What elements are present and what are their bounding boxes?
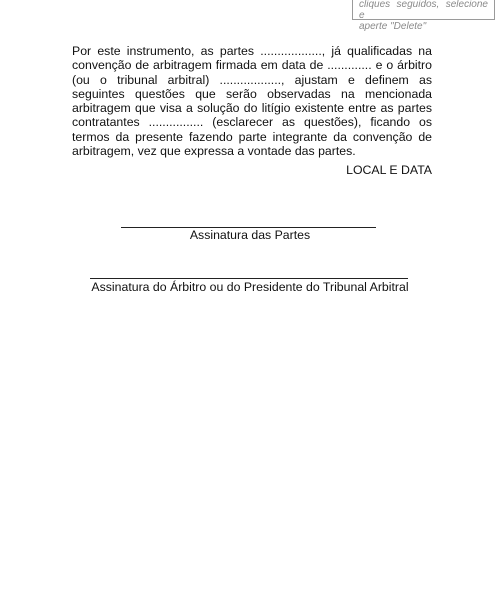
agreement-paragraph: Por este instrumento, as partes .................., já qualificadas na convenção de arbitragem firmada em data de ............. e o árbitro (ou o tribunal arbitral) .................., ajustam e definem as seguintes questões que serão observadas na mencionada arbitragem que visa a solução do litígio existente entre as partes contratantes ................ (esclarecer as questões), ficando os termos da presente fazendo parte integrante da convenção de arbitragem, vez que expressa a vontade das partes. (72, 44, 432, 159)
arbiter-signature-line (90, 278, 408, 279)
tooltip-line-1: cliques seguidos, selecione e (359, 0, 488, 21)
parties-signature-label: Assinatura das Partes (189, 228, 311, 242)
arbiter-signature-label: Assinatura do Árbitro ou do Presidente do Tribunal Arbitral (91, 280, 409, 294)
instruction-tooltip (352, 0, 495, 32)
tooltip-line-2: aperte "Delete" (359, 21, 427, 32)
local-and-date: LOCAL E DATA (346, 163, 432, 177)
